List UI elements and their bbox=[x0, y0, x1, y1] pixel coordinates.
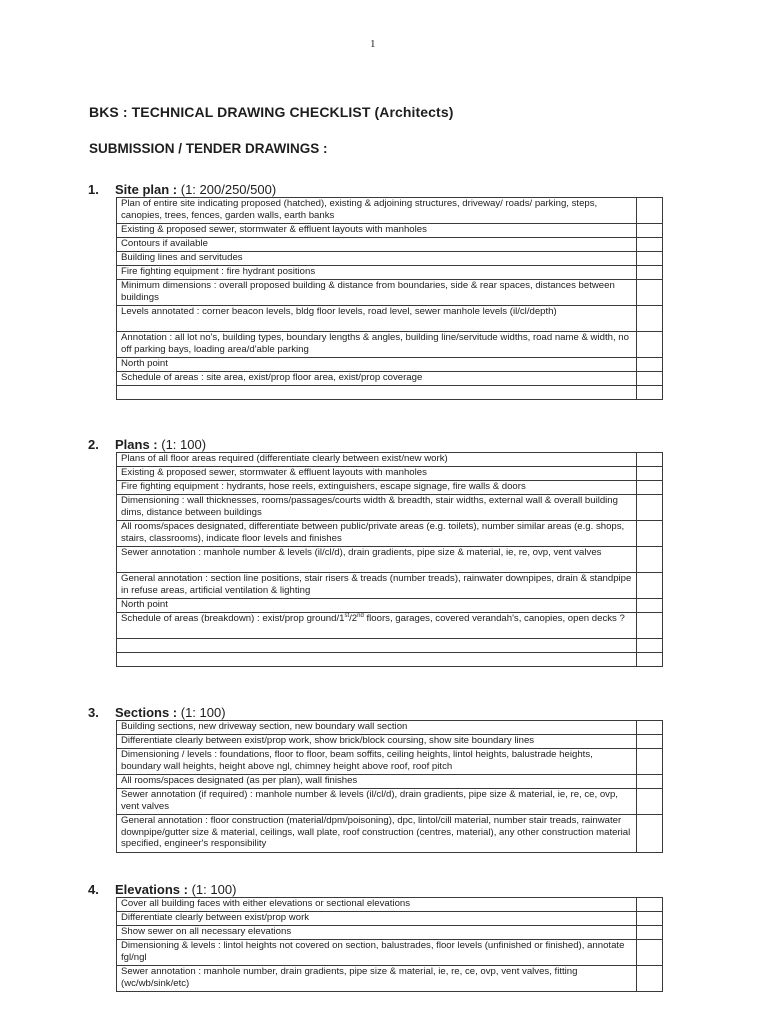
checklist-row bbox=[117, 639, 663, 653]
checklist-row bbox=[117, 358, 663, 372]
checklist-item: Sewer annotation : manhole number & levels (il/cl/d), drain gradients, pipe size & material, ie, re, ovp, vent valves bbox=[117, 547, 637, 573]
section-name: Site plan : bbox=[115, 182, 178, 197]
check-box[interactable] bbox=[637, 372, 663, 386]
checklist-item: General annotation : floor construction (material/dpm/poisoning), dpc, lintol/cill material, number stair treads, rainwater downpipe/gutter size & material, ceilings, wall plate, roof construction (centres, material), any other construction material specified, engineer's responsibility bbox=[117, 815, 637, 853]
checklist-item: Differentiate clearly between exist/prop work, show brick/block coursing, show site boundary lines bbox=[117, 735, 637, 749]
check-box[interactable] bbox=[637, 966, 663, 992]
checklist-row bbox=[117, 789, 663, 815]
section-name: Elevations : bbox=[115, 882, 188, 897]
check-box[interactable] bbox=[637, 198, 663, 224]
section-number: 4. bbox=[88, 882, 99, 897]
checklist-item: Existing & proposed sewer, stormwater & effluent layouts with manholes bbox=[117, 224, 637, 238]
check-box[interactable] bbox=[637, 940, 663, 966]
checklist-item bbox=[117, 386, 637, 400]
checklist-item: Dimensioning / levels : foundations, floor to floor, beam soffits, ceiling heights, lintol heights, balustrade heights, boundary wall heights, height above ngl, chimney height above roof, roof pitch bbox=[117, 749, 637, 775]
section-name: Sections : bbox=[115, 705, 178, 720]
check-box[interactable] bbox=[637, 280, 663, 306]
section-elevations bbox=[88, 882, 663, 992]
check-box[interactable] bbox=[637, 653, 663, 667]
check-box[interactable] bbox=[637, 912, 663, 926]
checklist-row bbox=[117, 280, 663, 306]
checklist-row bbox=[117, 573, 663, 599]
checklist-item: Plan of entire site indicating proposed (hatched), existing & adjoining structures, driveway/ roads/ parking, steps, canopies, trees, fences, garden walls, earth banks bbox=[117, 198, 637, 224]
checklist-item: Schedule of areas : site area, exist/prop floor area, exist/prop coverage bbox=[117, 372, 637, 386]
checklist-row bbox=[117, 266, 663, 280]
check-box[interactable] bbox=[637, 224, 663, 238]
section-sections bbox=[88, 705, 663, 853]
checklist-row bbox=[117, 599, 663, 613]
checklist-row bbox=[117, 775, 663, 789]
checklist-row bbox=[117, 547, 663, 573]
check-box[interactable] bbox=[637, 453, 663, 467]
checklist-item: Contours if available bbox=[117, 238, 637, 252]
checklist-row bbox=[117, 306, 663, 332]
section-plans bbox=[88, 437, 663, 667]
checklist-table bbox=[116, 897, 663, 992]
checklist-row bbox=[117, 912, 663, 926]
checklist-row bbox=[117, 453, 663, 467]
section-scale: (1: 100) bbox=[191, 882, 237, 897]
checklist-item: Dimensioning : wall thicknesses, rooms/passages/courts width & breadth, stair widths, external wall & overall building dims, distance between buildings bbox=[117, 495, 637, 521]
checklist-row bbox=[117, 653, 663, 667]
checklist-row bbox=[117, 224, 663, 238]
checklist-item: North point bbox=[117, 599, 637, 613]
checklist-item: North point bbox=[117, 358, 637, 372]
check-box[interactable] bbox=[637, 639, 663, 653]
check-box[interactable] bbox=[637, 306, 663, 332]
checklist-item: Annotation : all lot no's, building types, boundary lengths & angles, building line/servitude widths, road name & width, no off parking bays, loading area/d'able parking bbox=[117, 332, 637, 358]
section-heading bbox=[88, 705, 663, 720]
checklist-row bbox=[117, 940, 663, 966]
checklist-row bbox=[117, 495, 663, 521]
section-heading bbox=[88, 182, 663, 197]
section-heading bbox=[88, 882, 663, 897]
checklist-item: Sewer annotation (if required) : manhole number & levels (il/cl/d), drain gradients, pipe size & material, ie, re, ce, ovp, vent valves bbox=[117, 789, 637, 815]
checklist-item: Minimum dimensions : overall proposed building & distance from boundaries, side & rear spaces, distances between buildings bbox=[117, 280, 637, 306]
check-box[interactable] bbox=[637, 252, 663, 266]
check-box[interactable] bbox=[637, 238, 663, 252]
section-heading bbox=[88, 437, 663, 452]
check-box[interactable] bbox=[637, 467, 663, 481]
checklist-row bbox=[117, 721, 663, 735]
check-box[interactable] bbox=[637, 898, 663, 912]
check-box[interactable] bbox=[637, 481, 663, 495]
checklist-row bbox=[117, 898, 663, 912]
checklist-row bbox=[117, 467, 663, 481]
checklist-row bbox=[117, 481, 663, 495]
check-box[interactable] bbox=[637, 358, 663, 372]
check-box[interactable] bbox=[637, 815, 663, 853]
checklist-row bbox=[117, 372, 663, 386]
section-scale: (1: 100) bbox=[161, 437, 207, 452]
checklist-item: Schedule of areas (breakdown) : exist/prop ground/1st/2nd floors, garages, covered verandah's, canopies, open decks ? bbox=[117, 613, 637, 639]
checklist-item bbox=[117, 639, 637, 653]
document-subtitle: SUBMISSION / TENDER DRAWINGS : bbox=[89, 141, 328, 156]
section-site-plan bbox=[88, 182, 663, 400]
checklist-item: Plans of all floor areas required (differentiate clearly between exist/new work) bbox=[117, 453, 637, 467]
check-box[interactable] bbox=[637, 547, 663, 573]
page-number: 1 bbox=[370, 38, 376, 50]
checklist-row bbox=[117, 198, 663, 224]
checklist-table bbox=[116, 197, 663, 400]
check-box[interactable] bbox=[637, 721, 663, 735]
checklist-row bbox=[117, 735, 663, 749]
checklist-item: General annotation : section line positions, stair risers & treads (number treads), rainwater downpipes, drain & standpipe in refuse areas, artificial ventilation & lighting bbox=[117, 573, 637, 599]
checklist-item: Building sections, new driveway section, new boundary wall section bbox=[117, 721, 637, 735]
checklist-row bbox=[117, 521, 663, 547]
checklist-row bbox=[117, 815, 663, 853]
check-box[interactable] bbox=[637, 599, 663, 613]
check-box[interactable] bbox=[637, 521, 663, 547]
checklist-row bbox=[117, 386, 663, 400]
check-box[interactable] bbox=[637, 613, 663, 639]
check-box[interactable] bbox=[637, 332, 663, 358]
checklist-item: All rooms/spaces designated, differentiate between public/private areas (e.g. toilets), number similar areas (e.g. shops, stairs, classrooms), indicate floor levels and finishes bbox=[117, 521, 637, 547]
document-title: BKS : TECHNICAL DRAWING CHECKLIST (Architects) bbox=[89, 104, 454, 120]
checklist-row bbox=[117, 613, 663, 639]
checklist-item: Cover all building faces with either elevations or sectional elevations bbox=[117, 898, 637, 912]
section-number: 3. bbox=[88, 705, 99, 720]
checklist-table bbox=[116, 452, 663, 667]
check-box[interactable] bbox=[637, 749, 663, 775]
checklist-item: Fire fighting equipment : hydrants, hose reels, extinguishers, escape signage, fire walls & doors bbox=[117, 481, 637, 495]
checklist-row bbox=[117, 238, 663, 252]
section-number: 2. bbox=[88, 437, 99, 452]
checklist-item bbox=[117, 653, 637, 667]
section-number: 1. bbox=[88, 182, 99, 197]
checklist-item: Existing & proposed sewer, stormwater & effluent layouts with manholes bbox=[117, 467, 637, 481]
checklist-row bbox=[117, 749, 663, 775]
check-box[interactable] bbox=[637, 266, 663, 280]
checklist-row bbox=[117, 332, 663, 358]
checklist-item: Sewer annotation : manhole number, drain gradients, pipe size & material, ie, re, ce, ovp, vent valves, fitting (wc/wb/sink/etc) bbox=[117, 966, 637, 992]
checklist-row bbox=[117, 926, 663, 940]
checklist-item: Show sewer on all necessary elevations bbox=[117, 926, 637, 940]
checklist-item: Differentiate clearly between exist/prop work bbox=[117, 912, 637, 926]
checklist-item: Fire fighting equipment : fire hydrant positions bbox=[117, 266, 637, 280]
check-box[interactable] bbox=[637, 495, 663, 521]
checklist-table bbox=[116, 720, 663, 853]
section-scale: (1: 100) bbox=[180, 705, 226, 720]
check-box[interactable] bbox=[637, 926, 663, 940]
checklist-item: Dimensioning & levels : lintol heights not covered on section, balustrades, floor levels (unfinished or finished), annotate fgl/ngl bbox=[117, 940, 637, 966]
check-box[interactable] bbox=[637, 386, 663, 400]
check-box[interactable] bbox=[637, 735, 663, 749]
checklist-row bbox=[117, 252, 663, 266]
checklist-item: Building lines and servitudes bbox=[117, 252, 637, 266]
check-box[interactable] bbox=[637, 775, 663, 789]
check-box[interactable] bbox=[637, 573, 663, 599]
check-box[interactable] bbox=[637, 789, 663, 815]
checklist-item: All rooms/spaces designated (as per plan), wall finishes bbox=[117, 775, 637, 789]
section-scale: (1: 200/250/500) bbox=[180, 182, 277, 197]
checklist-item: Levels annotated : corner beacon levels, bldg floor levels, road level, sewer manhole levels (il/cl/depth) bbox=[117, 306, 637, 332]
checklist-row bbox=[117, 966, 663, 992]
section-name: Plans : bbox=[115, 437, 158, 452]
